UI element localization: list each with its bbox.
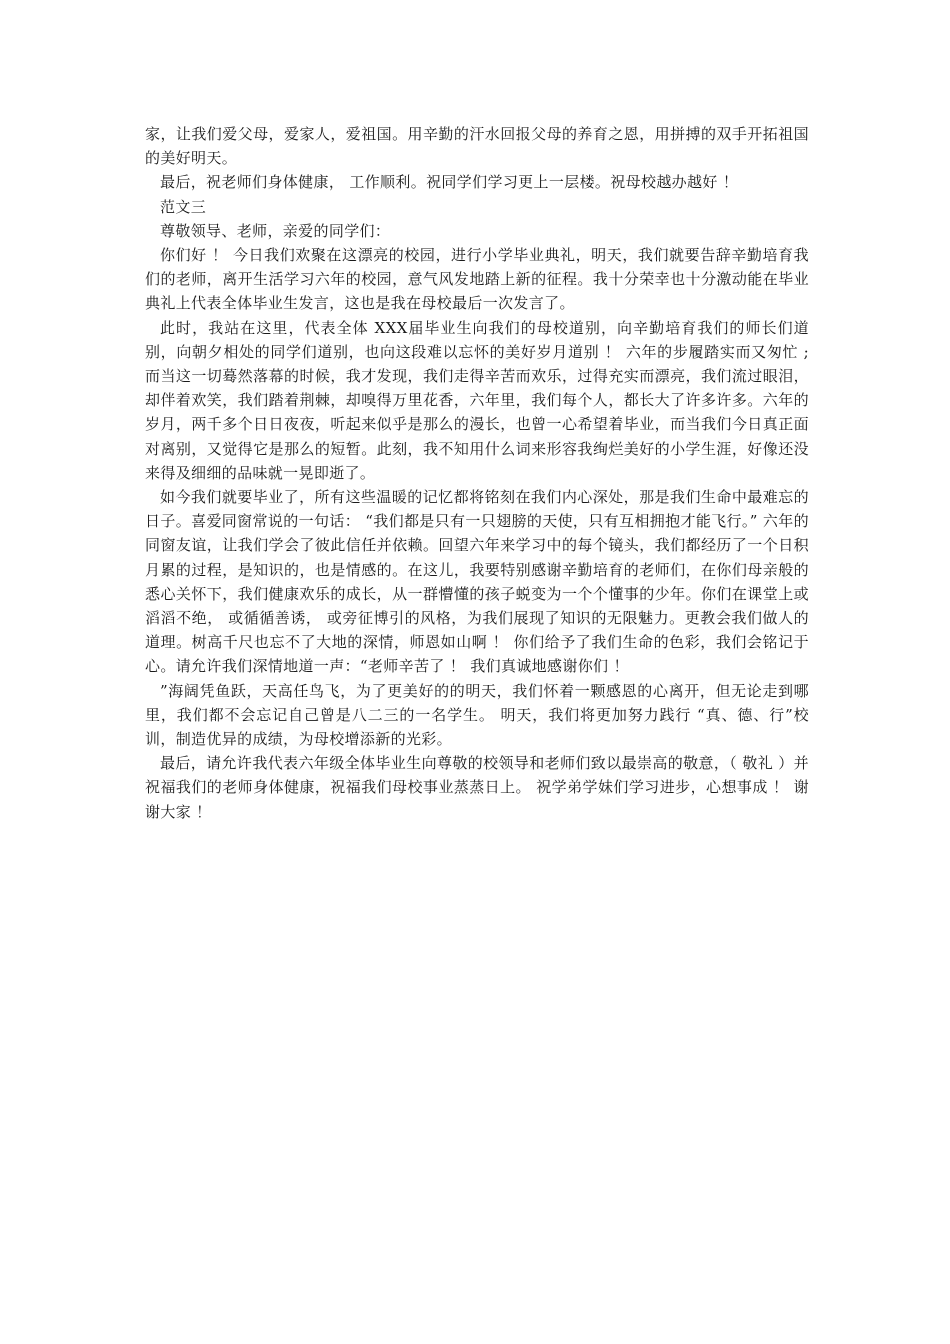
paragraph-salutation: 尊敬领导、老师，亲爱的同学们： xyxy=(160,221,391,240)
paragraph-final-thanks: 最后，请允许我代表六年级全体毕业生向尊敬的校领导和老师们致以最崇高的敬意，（ 敬礼 ）并祝福我们的老师身体健康，祝福我们母校事业蒸蒸日上。 祝学弟学妹们学习进步，心想事成 ！ 谢谢大家 ！ xyxy=(145,754,809,821)
paragraph-continuation: 家，让我们爱父母，爱家人，爱祖国。用辛勤的汗水回报父母的养育之恩，用拼搏的双手开拓祖国的美好明天。 xyxy=(145,125,809,168)
paragraph-greeting: 你们好 ！ 今日我们欢聚在这漂亮的校园，进行小学毕业典礼，明天，我们就要告辞辛勤培育我们的老师，离开生活学习六年的校园，意气风发地踏上新的征程。我十分荣幸也十分激动能在毕业典礼上代表全体毕业生发言，这也是我在母校最后一次发言了。 xyxy=(145,246,809,313)
document-body xyxy=(145,122,809,824)
section-heading: 范文三 xyxy=(160,197,207,216)
paragraph-closing-wishes: 最后，祝老师们身体健康， 工作顺利。祝同学们学习更上一层楼。祝母校越办越好 ！ xyxy=(160,173,739,192)
paragraph-memories: 如今我们就要毕业了，所有这些温暖的记忆都将铭刻在我们内心深处，那是我们生命中最难忘的日子。喜爱同窗常说的一句话： “我们都是只有一只翅膀的天使，只有互相拥抱才能飞行。” 六年的同窗友谊，让我们学会了彼此信任并依赖。回望六年来学习中的每个镜头，我们都经历了一个日积月累的过程，是知识的，也是情感的。在这儿，我要特别感谢辛勤培育的老师们，在你们母亲般的悉心关怀下，我们健康欢乐的成长，从一群懵懂的孩子蜕变为一个个懂事的少年。你们在课堂上或滔滔不绝， 或循循善诱， 或旁征博引的风格，为我们展现了知识的无限魅力。更教会我们做人的道理。树高千尺也忘不了大地的深情，师恩如山啊 ！ 你们给予了我们生命的色彩，我们会铭记于心。请允许我们深情地道一声：“老师辛苦了 ！ 我们真诚地感谢你们 ！ xyxy=(145,488,809,676)
paragraph-farewell: 此时，我站在这里，代表全体 XXX届毕业生向我们的母校道别，向辛勤培育我们的师长们道别，向朝夕相处的同学们道别，也向这段难以忘怀的美好岁月道别 ！ 六年的步履踏实而又匆忙 ; 而当这一切蓦然落幕的时候，我才发现，我们走得辛苦而欢乐，过得充实而漂亮，我们流过眼泪，却伴着欢笑，我们踏着荆棘，却嗅得万里花香，六年里，我们每个人，都长大了许多许多。六年的岁月，两千多个日日夜夜，听起来似乎是那么的漫长，也曾一心希望着毕业，而当我们今日真正面对离别，又觉得它是那么的短暂。此刻，我不知用什么词来形容我绚烂美好的小学生涯，好像还没来得及细细的品味就一晃即逝了。 xyxy=(145,318,809,482)
paragraph-future: ”海阔凭鱼跃，天高任鸟飞，为了更美好的的明天，我们怀着一颗感恩的心离开，但无论走到哪里，我们都不会忘记自己曾是八二三的一名学生。 明天，我们将更加努力践行 “真、德、行”校训，制造优异的成绩，为母校增添新的光彩。 xyxy=(145,681,809,749)
